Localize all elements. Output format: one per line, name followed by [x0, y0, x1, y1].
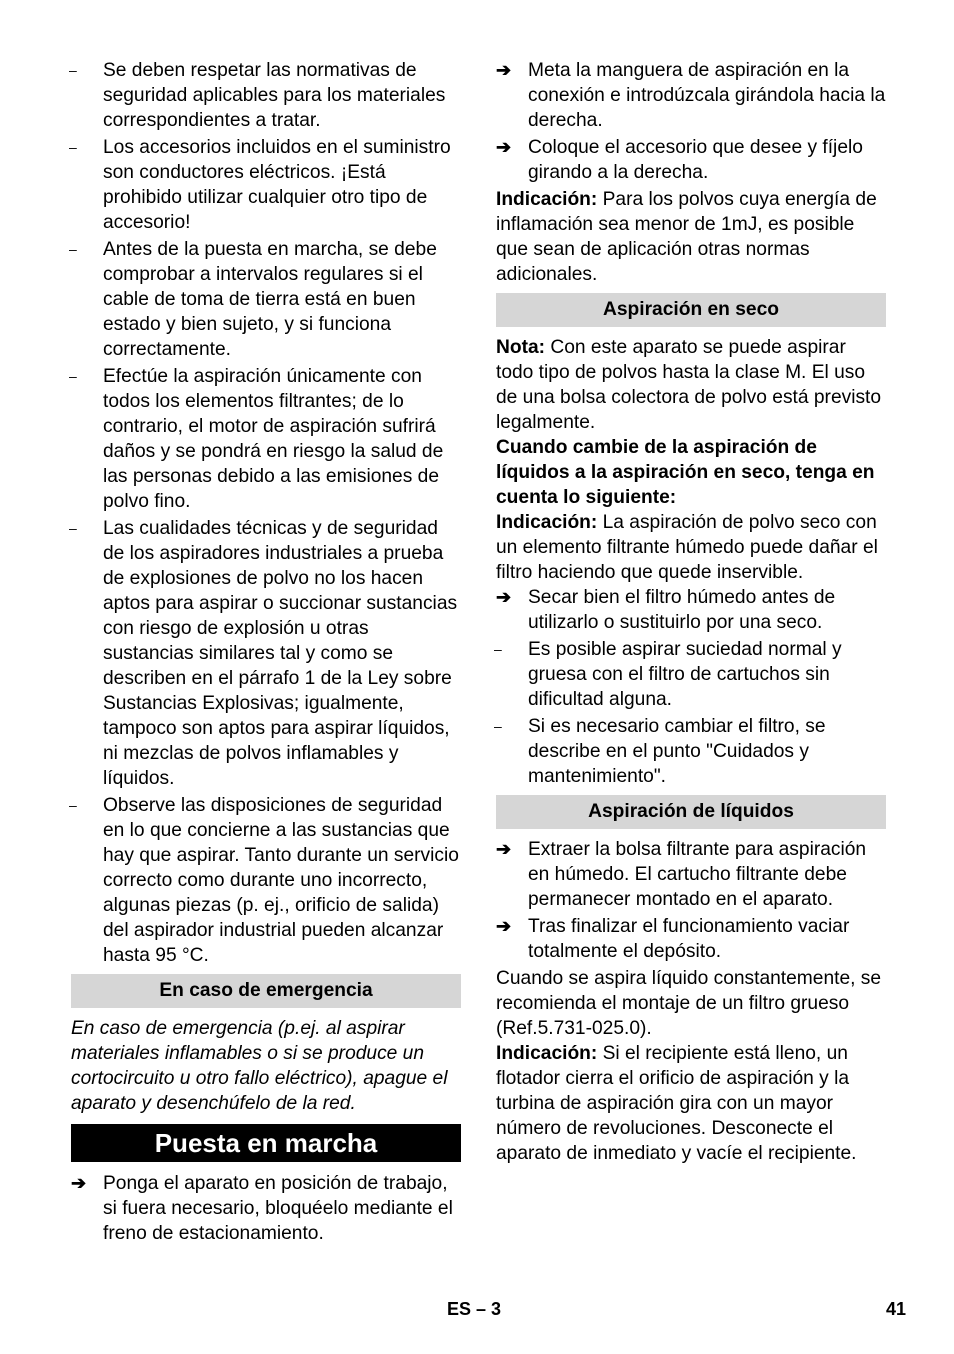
step-item: ➔ Ponga el aparato en posición de trabajo, si fuera necesario, bloquéelo mediante el freno de estacionamiento. [71, 1173, 453, 1244]
dash-marker: – [69, 520, 77, 536]
list-item: – Los accesorios incluidos en el suministro son conductores eléctricos. ¡Está prohibido utilizar cualquier otro tipo de accesorio! [69, 137, 451, 233]
dash-marker: – [69, 139, 77, 155]
arrow-icon: ➔ [496, 916, 512, 936]
arrow-icon: ➔ [496, 587, 512, 607]
dash-marker: – [69, 797, 77, 813]
list-item: – Observe las disposiciones de seguridad en lo que concierne a las sustancias que hay que aspirar. Tanto durante un servicio correcto como durante uno incorrecto, algunas piezas (p. ej., orificio de salida) del aspirador industrial pueden alcanzar hasta 95 °C. [69, 795, 459, 966]
step-item: ➔ Meta la manguera de aspiración en la conexión e introdúzcala girándola hacia la derecha. [496, 60, 886, 131]
section-title: Puesta en marcha [71, 1124, 461, 1162]
arrow-icon: ➔ [496, 60, 512, 80]
liquid-paragraph: Cuando se aspira líquido constantemente, se recomienda el montaje de un filtro grueso (Ref.5.731-025.0). [496, 968, 882, 1039]
arrow-icon: ➔ [496, 137, 512, 157]
emergency-heading: En caso de emergencia [71, 974, 461, 1008]
page-number: 41 [885, 1299, 906, 1319]
switch-instruction: Cuando cambie de la aspiración de líquidos a la aspiración en seco, tenga en cuenta lo siguiente: [496, 437, 875, 508]
list-item: – Antes de la puesta en marcha, se debe comprobar a intervalos regulares si el cable de toma de tierra está en buen estado y bien sujeto, y si funciona correctamente. [69, 239, 437, 360]
step-item: ➔ Extraer la bolsa filtrante para aspiración en húmedo. El cartucho filtrante debe permanecer montado en el aparato. [496, 839, 867, 910]
dash-marker: – [494, 641, 502, 657]
dash-marker: – [69, 62, 77, 78]
nota-paragraph: Nota: Con este aparato se puede aspirar todo tipo de polvos hasta la clase M. El uso de una bolsa colectora de polvo está previsto legalmente. [496, 337, 882, 433]
note-paragraph: Indicación: La aspiración de polvo seco con un elemento filtrante húmedo puede dañar el filtro haciendo que quede inservible. [496, 512, 878, 583]
left-column [71, 58, 461, 1248]
list-item: – Si es necesario cambiar el filtro, se describe en el punto "Cuidados y mantenimiento". [494, 716, 826, 787]
note-paragraph: Indicación: Si el recipiente está lleno, un flotador cierra el orificio de aspiración y la turbina de aspiración gira con un mayor número de revoluciones. Desconecte el aparato de inmediato y vacíe el recipiente. [496, 1043, 857, 1164]
dash-marker: – [494, 718, 502, 734]
step-item: ➔ Tras finalizar el funcionamiento vaciar totalmente el depósito. [496, 916, 850, 962]
step-item: ➔ Coloque el accesorio que desee y fíjelo girando a la derecha. [496, 137, 863, 183]
arrow-icon: ➔ [71, 1173, 87, 1193]
dry-heading: Aspiración en seco [496, 293, 886, 327]
footer-section: ES – 3 [447, 1299, 502, 1319]
arrow-icon: ➔ [496, 839, 512, 859]
list-item: – Es posible aspirar suciedad normal y gruesa con el filtro de cartuchos sin dificultad alguna. [494, 639, 842, 710]
list-item: – Efectúe la aspiración únicamente con todos los elementos filtrantes; de lo contrario, el motor de aspiración sufrirá daños y se pondrá en riesgo la salud de las personas debido a las emisiones de polvo fino. [69, 366, 444, 512]
right-column [496, 58, 886, 1166]
dash-marker: – [69, 368, 77, 384]
step-item: ➔ Secar bien el filtro húmedo antes de utilizarlo o sustituirlo por una seco. [496, 587, 836, 633]
emergency-text: En caso de emergencia (p.ej. al aspirar materiales inflamables o si se produce un cortocircuito u otro fallo eléctrico), apague el aparato y desenchúfelo de la red. [71, 1018, 448, 1114]
list-item: – Se deben respetar las normativas de seguridad aplicables para los materiales correspondientes a tratar. [69, 60, 446, 131]
dash-marker: – [69, 241, 77, 257]
note-paragraph: Indicación: Para los polvos cuya energía de inflamación sea menor de 1mJ, es posible que sean de aplicación otras normas adicionales. [496, 189, 877, 285]
liquid-heading: Aspiración de líquidos [496, 795, 886, 829]
list-item: – Las cualidades técnicas y de seguridad de los aspiradores industriales a prueba de explosiones de polvo no los hacen aptos para aspirar o succionar sustancias con riesgo de explosión u otras sustancias similares tal y como se describen en el párrafo 1 de la Ley sobre Sustancias Explosivas; igualmente, tampoco son aptos para aspirar líquidos, ni mezclas de polvos inflamables y líquidos. [69, 518, 458, 789]
